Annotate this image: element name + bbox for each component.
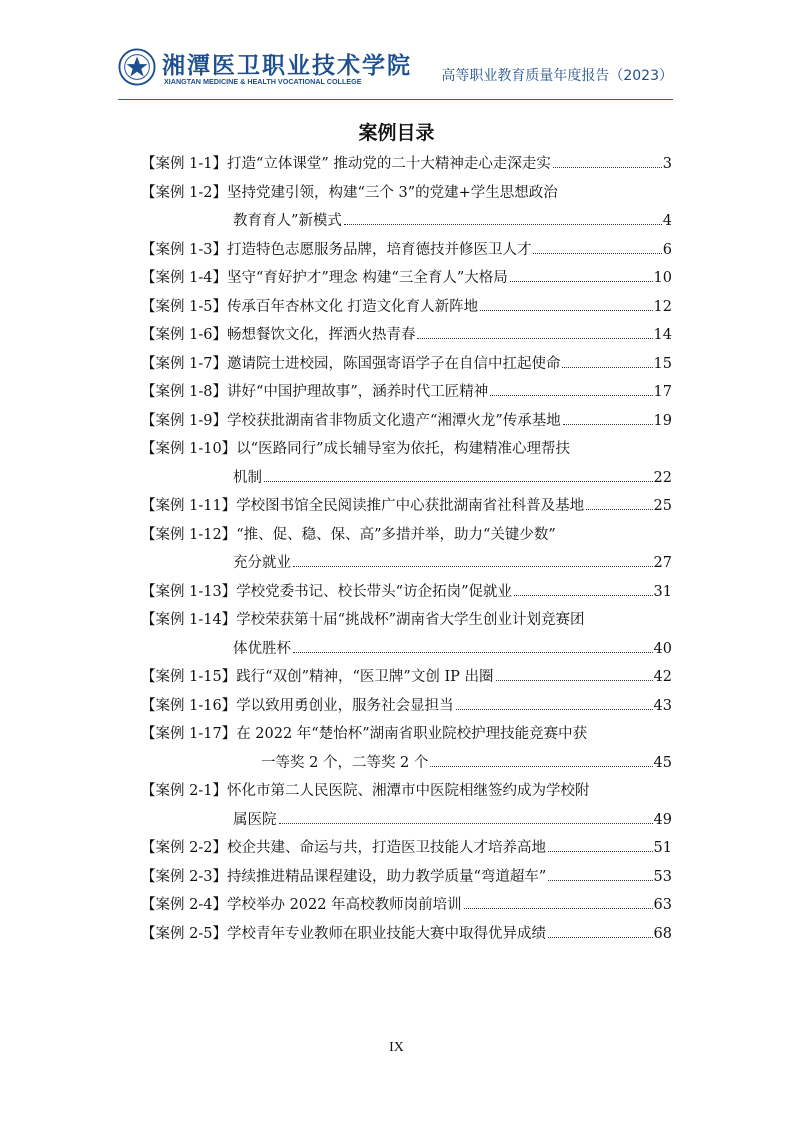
case-title: 学校图书馆全民阅读推广中心获批湖南省社科普及基地 — [236, 498, 585, 514]
page-ref: 10 — [653, 270, 672, 286]
case-tag: 【案例 1-4】 — [141, 270, 227, 286]
case-title: 邀请院士进校园，陈国强寄语学子在自信中扛起使命 — [226, 355, 561, 372]
toc-entry-line — [141, 264, 672, 293]
toc-entry[interactable] — [141, 264, 672, 293]
dot-leader — [586, 509, 652, 510]
dot-leader — [264, 481, 653, 482]
toc-entry-line — [141, 606, 672, 635]
case-tag: 【案例 2-5】 — [141, 925, 227, 942]
toc-entry-continuation — [141, 207, 672, 236]
toc-entry[interactable] — [141, 293, 672, 322]
case-tag: 【案例 1-10】 — [141, 441, 237, 457]
page-ref: 3 — [662, 156, 672, 172]
report-title: 高等职业教育质量年度报告（2023） — [441, 68, 673, 84]
case-tag: 【案例 1-8】 — [141, 384, 227, 400]
dot-leader — [548, 880, 652, 881]
school-name-cn: 湘潭医卫职业技术学院 — [162, 52, 412, 79]
case-title: 打造特色志愿服务品牌，培育德技并修医卫人才 — [226, 241, 532, 258]
toc-entry[interactable] — [141, 606, 672, 663]
toc-entry-line — [141, 834, 672, 863]
case-title: 怀化市第二人民医院、湘潭市中医院相继签约成为学校附 — [226, 783, 590, 799]
case-title: 体优胜杯 — [233, 640, 291, 657]
toc-entry-line — [141, 891, 672, 920]
toc-entry-continuation — [141, 806, 672, 835]
toc-entry[interactable] — [141, 407, 672, 436]
case-title: 学校青年专业教师在职业技能大赛中取得优异成绩 — [226, 925, 546, 942]
case-title: 畅想餐饮文化，挥洒火热青春 — [226, 327, 416, 343]
toc-entry[interactable] — [141, 720, 672, 777]
case-tag: 【案例 1-12】 — [141, 526, 237, 543]
toc-entry[interactable] — [141, 492, 672, 521]
page-ref: 19 — [653, 412, 672, 429]
school-name-en: XIANGTAN MEDICINE & HEALTH VOCATIONAL COLLEGE — [164, 77, 362, 86]
case-title: 一等奖 2 个，二等奖 2 个 — [261, 754, 429, 771]
case-title: 机制 — [233, 469, 262, 486]
case-tag: 【案例 1-1】 — [141, 156, 227, 172]
page-ref: 63 — [653, 897, 672, 913]
toc-entry-line — [141, 578, 672, 607]
dot-leader — [293, 652, 653, 653]
case-title: 属医院 — [233, 811, 277, 828]
page-ref: 43 — [653, 697, 672, 714]
toc-entry-continuation — [141, 464, 672, 493]
case-tag: 【案例 1-5】 — [141, 298, 227, 315]
toc-entry[interactable] — [141, 663, 672, 692]
dot-leader — [514, 595, 653, 596]
toc-entry[interactable] — [141, 777, 672, 834]
toc-entry-line — [141, 150, 672, 179]
dot-leader — [417, 338, 652, 339]
case-title: 学校党委书记、校长带头“访企拓岗”促就业 — [236, 583, 513, 600]
toc-entry-line — [141, 236, 672, 265]
toc-entry-line — [141, 777, 672, 806]
toc-entry-line — [141, 179, 672, 208]
case-title: 学以致用勇创业，服务社会显担当 — [236, 697, 454, 714]
toc-entry-line — [141, 720, 672, 749]
page-ref: 25 — [653, 498, 672, 514]
toc-entry-continuation — [141, 635, 672, 664]
toc-entry[interactable] — [141, 435, 672, 492]
dot-leader — [293, 566, 653, 567]
toc-entry-line — [141, 378, 672, 407]
toc-entry[interactable] — [141, 834, 672, 863]
case-tag: 【案例 2-2】 — [141, 840, 227, 856]
case-tag: 【案例 2-3】 — [141, 868, 227, 885]
case-title: 坚持党建引领，构建“三个 3”的党建+学生思想政治 — [226, 184, 558, 201]
page-ref: 12 — [653, 298, 672, 315]
toc-entry[interactable] — [141, 692, 672, 721]
case-title: 学校举办 2022 年高校教师岗前培训 — [226, 897, 462, 913]
dot-leader — [563, 424, 653, 425]
case-title: 讲好“中国护理故事”，涵养时代工匠精神 — [226, 384, 489, 400]
school-emblem-icon — [118, 48, 156, 86]
page-ref: 14 — [653, 327, 672, 343]
dot-leader — [456, 709, 653, 710]
case-tag: 【案例 1-16】 — [141, 697, 237, 714]
page-ref: 53 — [653, 868, 672, 885]
page-ref: 27 — [653, 555, 672, 571]
toc-entry-line — [141, 863, 672, 892]
page-ref: 15 — [653, 355, 672, 372]
toc-entry-line — [141, 350, 672, 379]
page-ref: 40 — [653, 640, 672, 657]
toc-entry-continuation — [141, 549, 672, 578]
page-ref: 68 — [653, 925, 672, 942]
page-ref: 45 — [653, 754, 672, 771]
case-title: 持续推进精品课程建设，助力教学质量“弯道超车” — [226, 868, 547, 885]
case-tag: 【案例 2-4】 — [141, 897, 227, 913]
case-title: 学校荣获第十届“挑战杯”湖南省大学生创业计划竞赛团 — [236, 612, 585, 628]
dot-leader — [496, 680, 653, 681]
case-tag: 【案例 1-14】 — [141, 612, 237, 628]
toc-entry-line — [141, 692, 672, 721]
dot-leader — [548, 851, 653, 852]
case-tag: 【案例 1-17】 — [141, 726, 237, 742]
case-title: “推、促、稳、保、高”多措并举，助力“关键少数” — [236, 526, 556, 543]
case-tag: 【案例 1-7】 — [141, 355, 227, 372]
toc-entry-line — [141, 521, 672, 550]
toc-entry[interactable] — [141, 321, 672, 350]
page-ref: 22 — [653, 469, 672, 486]
case-title: 以“医路同行”成长辅导室为依托，构建精准心理帮扶 — [236, 441, 571, 457]
dot-leader — [548, 937, 653, 938]
case-title: 充分就业 — [233, 555, 291, 571]
toc-entry[interactable] — [141, 920, 672, 949]
dot-leader — [553, 167, 662, 168]
toc-entry[interactable] — [141, 521, 672, 578]
toc-entry[interactable] — [141, 236, 672, 265]
dot-leader — [490, 395, 652, 396]
toc-entry-line — [141, 321, 672, 350]
case-tag: 【案例 1-3】 — [141, 241, 227, 258]
case-tag: 【案例 2-1】 — [141, 783, 227, 799]
page-ref: 6 — [662, 241, 672, 258]
toc-entry-continuation — [141, 749, 672, 778]
toc-entry-line — [141, 663, 672, 692]
case-title: 学校获批湖南省非物质文化遗产“湘潭火龙”传承基地 — [226, 412, 561, 429]
toc-entry-line — [141, 492, 672, 521]
case-title: 打造“立体课堂” 推动党的二十大精神走心走深走实 — [226, 156, 551, 172]
page-ref: 49 — [653, 811, 672, 828]
dot-leader — [533, 253, 661, 254]
page-ref: 42 — [653, 669, 672, 685]
page-header — [118, 44, 673, 100]
page-number: IX — [389, 1040, 404, 1055]
toc-entry-line — [141, 435, 672, 464]
case-title: 坚守“育好护才”理念 构建“三全育人”大格局 — [226, 270, 508, 286]
page-ref: 31 — [653, 583, 672, 600]
page-title: 案例目录 — [358, 122, 435, 144]
case-title: 传承百年杏林文化 打造文化育人新阵地 — [226, 298, 479, 315]
case-tag: 【案例 1-11】 — [141, 498, 237, 514]
case-tag: 【案例 1-15】 — [141, 669, 237, 685]
toc-entry-line — [141, 920, 672, 949]
page-ref: 51 — [653, 840, 672, 856]
toc-entry[interactable] — [141, 179, 672, 236]
toc-entry[interactable] — [141, 891, 672, 920]
case-tag: 【案例 1-9】 — [141, 412, 227, 429]
header-divider — [118, 99, 673, 100]
toc-entry[interactable] — [141, 863, 672, 892]
toc-entry[interactable] — [141, 150, 672, 179]
dot-leader — [562, 367, 652, 368]
dot-leader — [464, 908, 653, 909]
dot-leader — [279, 823, 653, 824]
toc-entry[interactable] — [141, 578, 672, 607]
dot-leader — [480, 310, 652, 311]
toc-entry-line — [141, 407, 672, 436]
toc-entry[interactable] — [141, 350, 672, 379]
case-title: 践行“双创”精神，“医卫牌”文创 IP 出圈 — [236, 669, 494, 685]
case-tag: 【案例 1-2】 — [141, 184, 227, 201]
toc-entry-line — [141, 293, 672, 322]
toc-entry[interactable] — [141, 378, 672, 407]
dot-leader — [430, 766, 652, 767]
dot-leader — [510, 281, 653, 282]
case-title: 教育育人”新模式 — [233, 213, 342, 229]
case-tag: 【案例 1-13】 — [141, 583, 237, 600]
dot-leader — [344, 224, 662, 225]
page-ref: 4 — [662, 213, 672, 229]
case-tag: 【案例 1-6】 — [141, 327, 227, 343]
case-title: 校企共建、命运与共，打造医卫技能人才培养高地 — [226, 840, 546, 856]
case-title: 在 2022 年“楚怡杯”湖南省职业院校护理技能竞赛中获 — [236, 726, 588, 742]
page-ref: 17 — [653, 384, 672, 400]
table-of-contents — [141, 150, 672, 948]
